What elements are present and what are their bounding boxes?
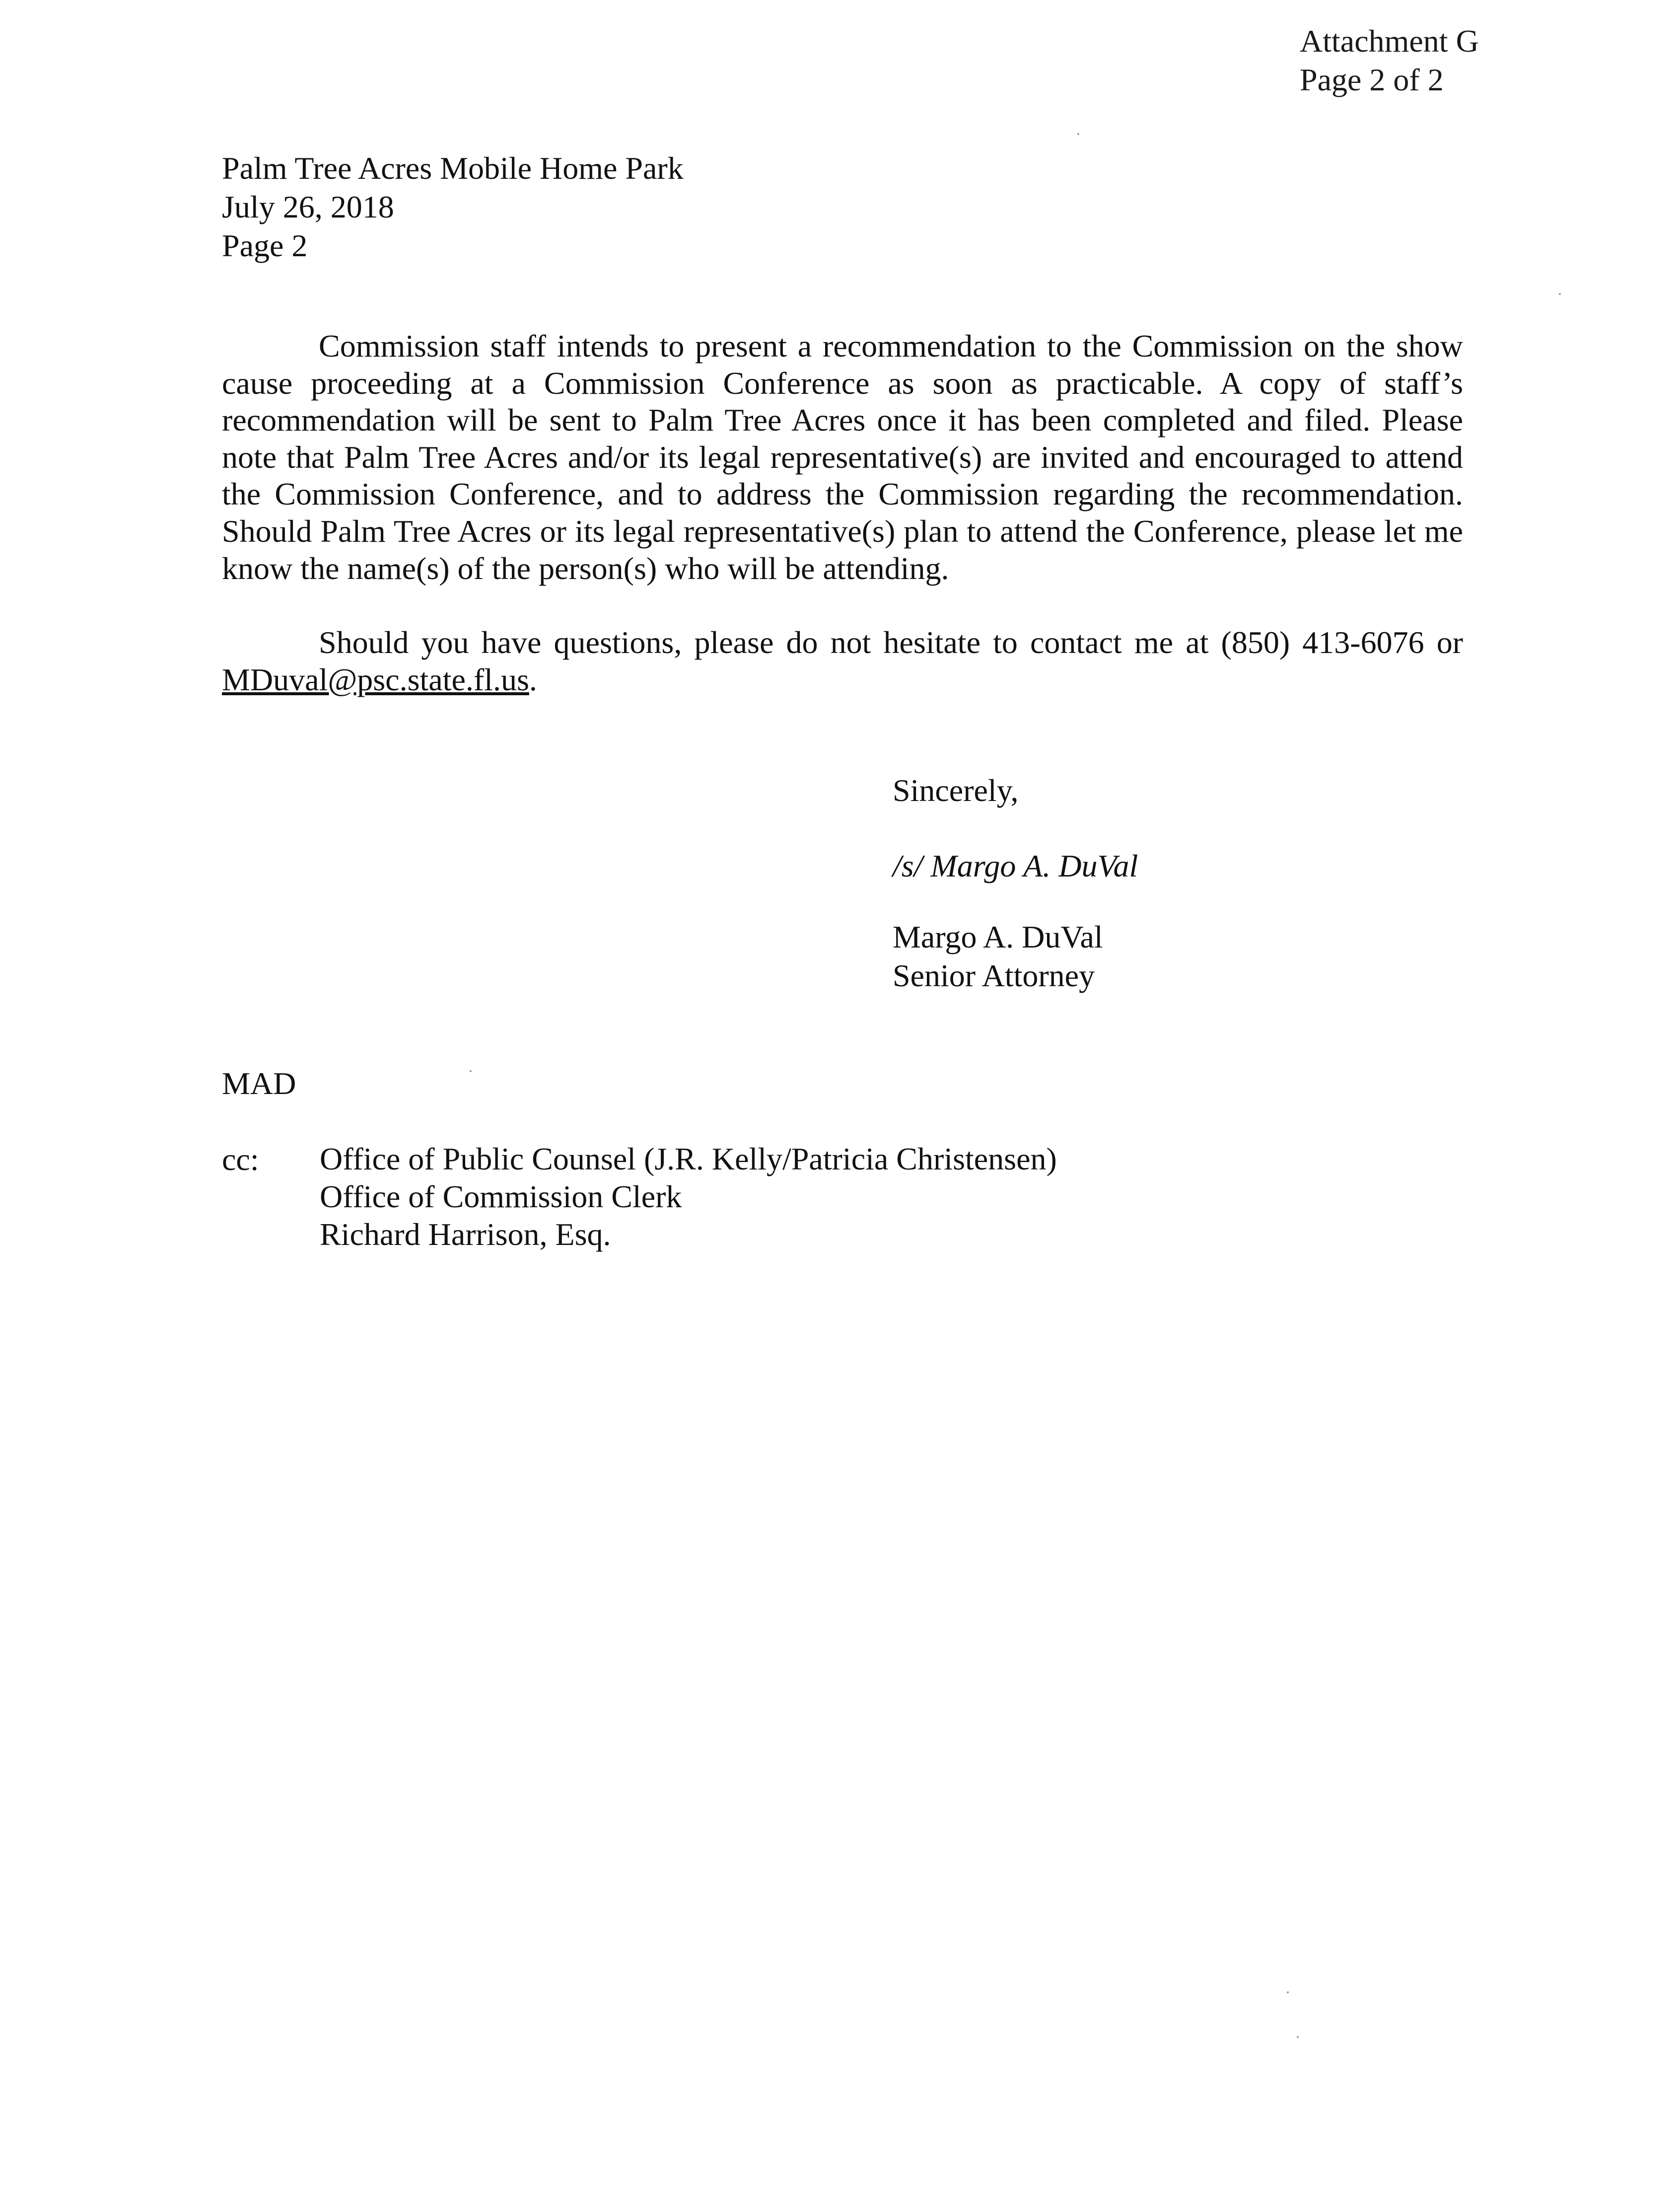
letter-page-number: Page 2 [222, 228, 308, 263]
contact-text: Should you have questions, please do not hesitate to contact me at (850) 413-6076 or [319, 625, 1463, 660]
letter-header [222, 149, 684, 265]
attachment-header [1300, 22, 1479, 99]
signer-block [893, 918, 1103, 995]
scan-speck [1287, 1991, 1289, 1993]
attachment-label: Attachment G [1300, 23, 1479, 59]
scan-speck [470, 1070, 472, 1072]
author-initials: MAD [222, 1066, 296, 1101]
body-paragraph-2 [222, 624, 1463, 698]
letter-date: July 26, 2018 [222, 189, 394, 224]
body-paragraph-1: Commission staff intends to present a recommendation to the Commission on the show cause proceeding at a Commission Conference as soon as practicable. A copy of staff’s recommendation will be sent to Palm Tree Acres once it has been completed and filed. Please note that Palm Tree Acres and/or its legal representative(s) are invited and encouraged to attend the Commission Conference, and to address the Commission regarding the recommendation. Should Palm Tree Acres or its legal representative(s) plan to attend the Conference, please let me know the name(s) of the person(s) who will be attending. [222, 328, 1463, 586]
scan-speck [1077, 133, 1079, 135]
cc-list [320, 1140, 1057, 1253]
addressee: Palm Tree Acres Mobile Home Park [222, 150, 684, 186]
cc-label: cc: [222, 1142, 259, 1177]
electronic-signature: /s/ Margo A. DuVal [893, 848, 1138, 883]
contact-text-end: . [529, 661, 537, 697]
signer-name: Margo A. DuVal [893, 919, 1103, 954]
signer-title: Senior Attorney [893, 958, 1095, 993]
cc-recipient: Richard Harrison, Esq. [320, 1217, 611, 1252]
scan-speck [1297, 2036, 1299, 2038]
cc-recipient: Office of Commission Clerk [320, 1179, 682, 1214]
cc-recipient: Office of Public Counsel (J.R. Kelly/Patricia Christensen) [320, 1141, 1057, 1176]
closing: Sincerely, [893, 773, 1019, 808]
attachment-page-number: Page 2 of 2 [1300, 62, 1444, 97]
scan-speck [1559, 293, 1561, 295]
email-link[interactable]: MDuval@psc.state.fl.us [222, 661, 529, 697]
